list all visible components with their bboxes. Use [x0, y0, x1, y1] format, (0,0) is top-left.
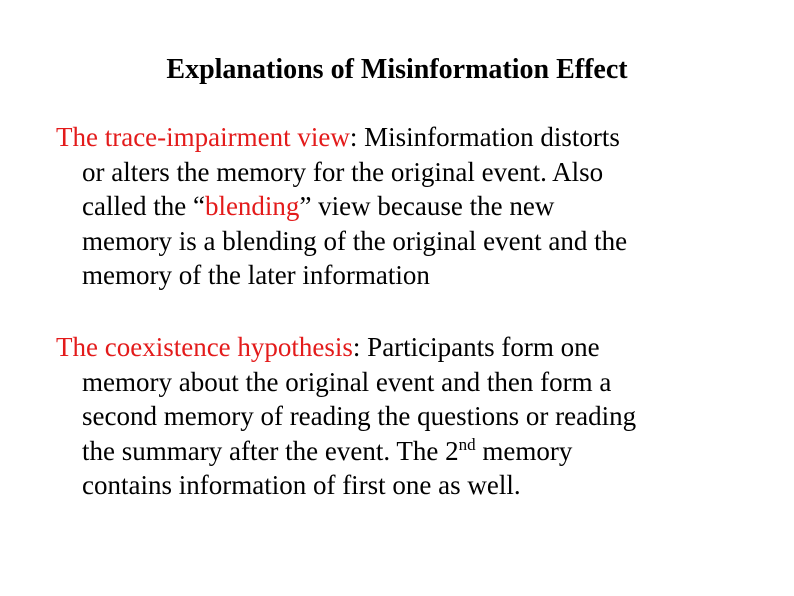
- paragraph-line: memory of the later information: [82, 260, 430, 290]
- paragraph-line: second memory of reading the questions or reading: [82, 401, 637, 431]
- paragraph-line: [56, 120, 756, 155]
- line-text: : Misinformation distorts: [349, 122, 620, 152]
- ordinal-superscript: nd: [458, 434, 476, 454]
- trace-impairment-paragraph: [56, 120, 756, 293]
- paragraph-line: [56, 330, 756, 365]
- paragraph-line: [56, 189, 756, 224]
- blending-term: blending: [204, 191, 300, 221]
- line-text: : Participants form one: [352, 332, 600, 362]
- coexistence-term: The coexistence hypothesis: [56, 332, 353, 362]
- paragraph-line: memory is a blending of the original event and the: [82, 225, 628, 256]
- paragraph-line: contains information of first one as well.: [82, 470, 521, 500]
- line-text: the summary after the event. The 2: [82, 435, 459, 466]
- line-text: memory: [475, 435, 573, 466]
- paragraph-line: memory about the original event and then form a: [82, 366, 612, 397]
- line-text: ” view because the new: [299, 191, 555, 221]
- paragraph-line: [56, 434, 756, 469]
- slide-title: Explanations of Misinformation Effect: [166, 54, 628, 85]
- coexistence-paragraph: [56, 330, 756, 503]
- paragraph-line: or alters the memory for the original event. Also: [82, 156, 604, 187]
- line-text: called the “: [82, 191, 205, 221]
- trace-impairment-term: The trace-impairment view: [56, 122, 350, 152]
